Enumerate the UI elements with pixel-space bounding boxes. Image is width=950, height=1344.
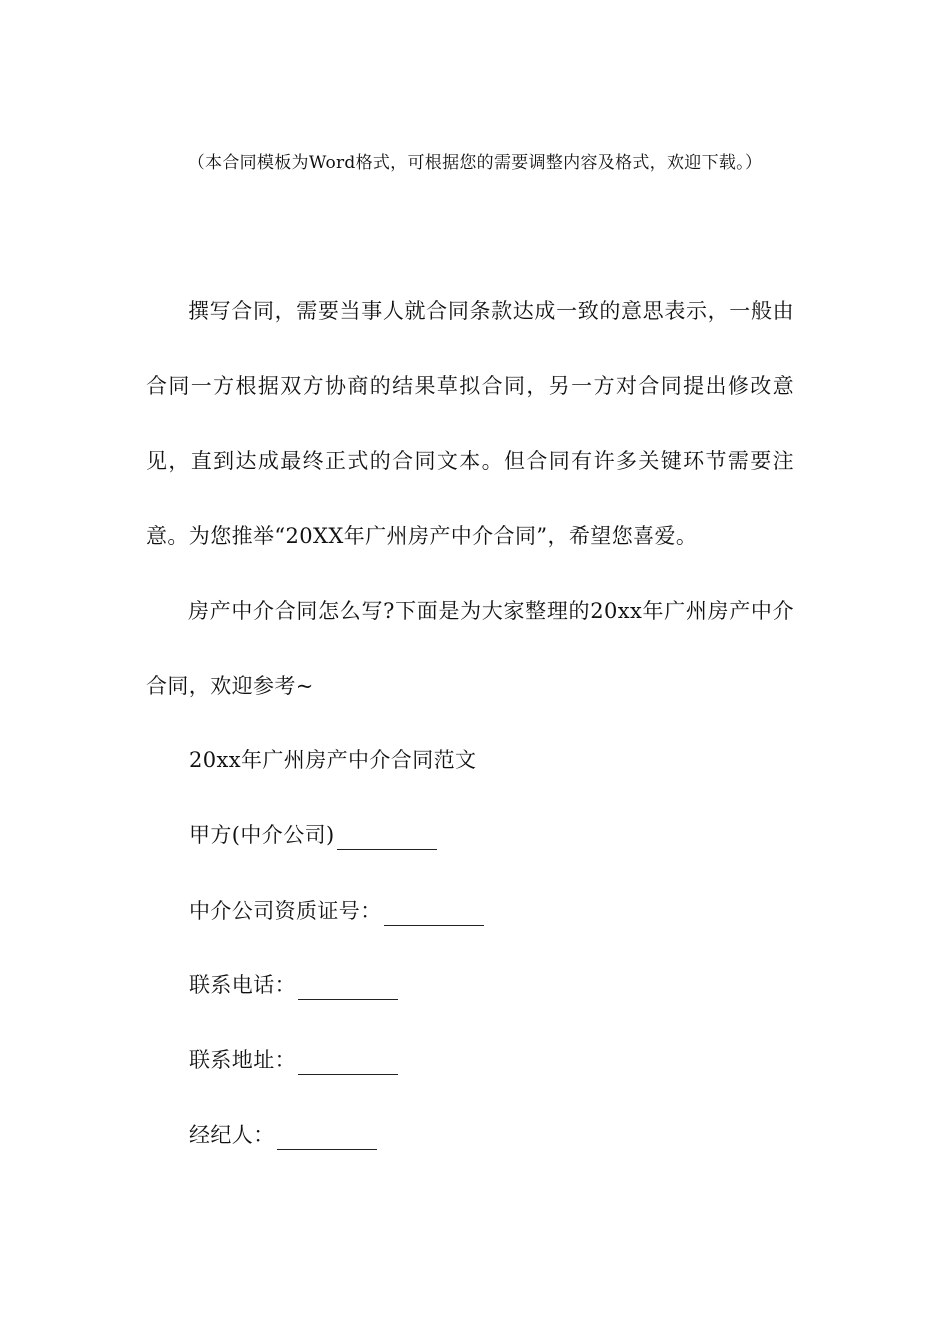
- second-paragraph: 房产中介合同怎么写?下面是为大家整理的20xx年广州房产中介合同，欢迎参考~: [146, 599, 794, 698]
- phone-field: [189, 970, 398, 1000]
- intro-block: [146, 274, 794, 574]
- party-a-label: 甲方(中介公司): [189, 823, 335, 847]
- address-field: [189, 1045, 398, 1075]
- party-a-field: [189, 820, 437, 850]
- phone-blank: [298, 977, 398, 1000]
- second-block: [146, 574, 794, 724]
- address-label: 联系地址：: [189, 1048, 296, 1072]
- license-label: 中介公司资质证号：: [189, 899, 382, 923]
- intro-paragraph: 撰写合同，需要当事人就合同条款达成一致的意思表示，一般由合同一方根据双方协商的结果草拟合同，另一方对合同提出修改意见，直到达成最终正式的合同文本。但合同有许多关键环节需要注意。为您推举“20XX年广州房产中介合同”，希望您喜爱。: [146, 299, 794, 548]
- agent-label: 经纪人：: [189, 1123, 275, 1147]
- template-note: （本合同模板为Word格式，可根据您的需要调整内容及格式，欢迎下载。）: [187, 153, 763, 173]
- agent-field: [189, 1120, 377, 1150]
- document-title: 20xx年广州房产中介合同范文: [189, 748, 477, 772]
- phone-label: 联系电话：: [189, 973, 296, 997]
- license-blank: [384, 903, 484, 926]
- agent-blank: [277, 1127, 377, 1150]
- address-blank: [298, 1052, 398, 1075]
- license-field: [189, 896, 484, 926]
- party-a-blank: [337, 827, 437, 850]
